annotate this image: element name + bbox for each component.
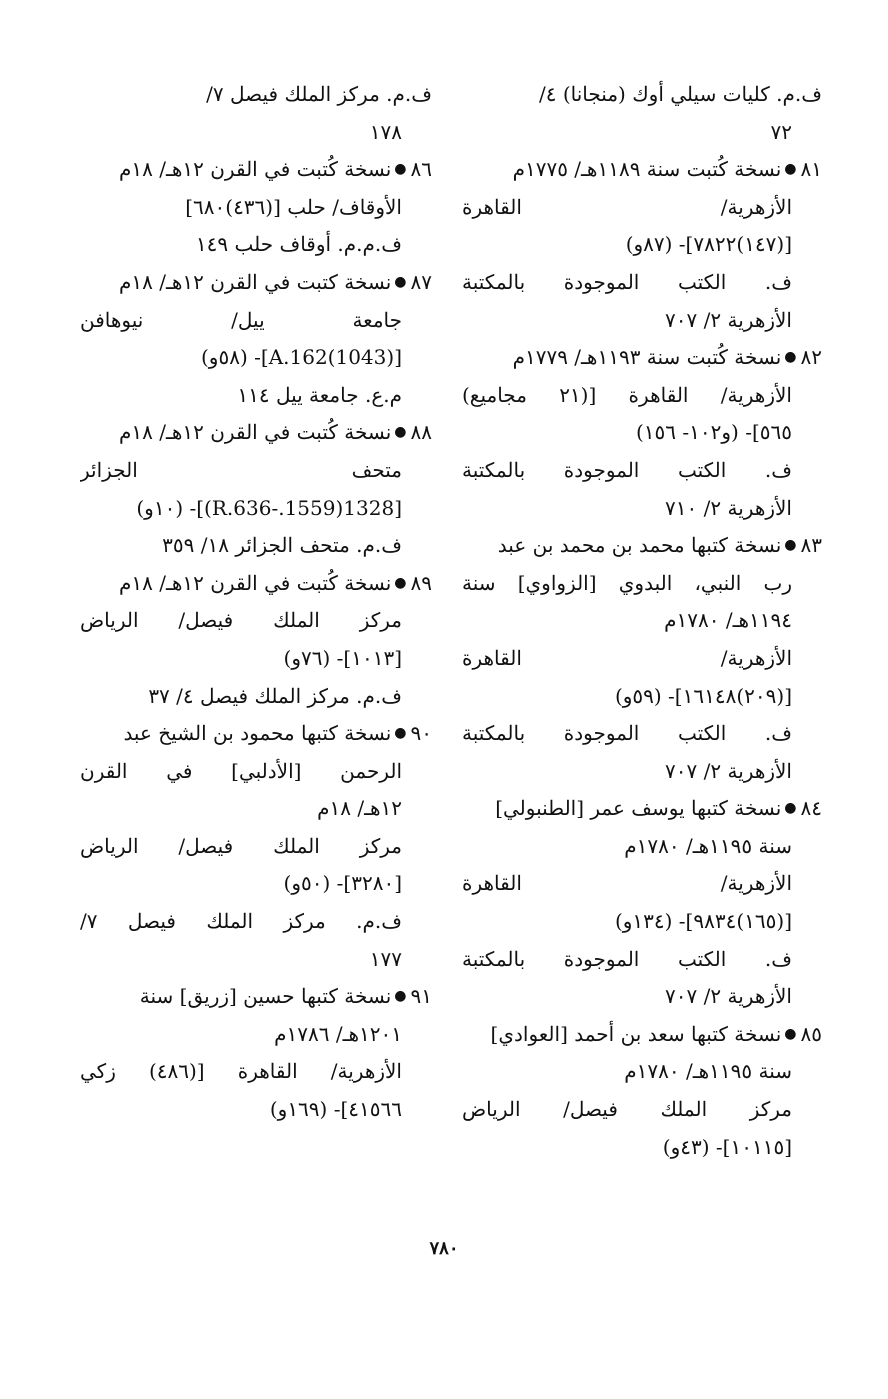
text-line: ١٢هـ/ ١٨م (317, 796, 402, 821)
text-line: ٤١٥٦٦]- (١٦٩و) (269, 1097, 402, 1122)
bullet-icon: ● (394, 161, 407, 178)
text-line: ف.م. مركز الملك فيصل ٧/ (206, 82, 432, 106)
text-line: [1328(1559.-R.636)]- (١٠و) (136, 495, 402, 520)
text-line: رب النبي، البدوي [الزواوي] سنة (462, 570, 792, 595)
text-line: [١٠١٣]- (٧٦و) (283, 645, 402, 670)
entry-81 (462, 151, 822, 339)
text-line: نسخة كتبت في القرن ١٢هـ/ ١٨م (119, 269, 392, 294)
text-line: الرحمن [الأدلبي] في القرن (80, 758, 402, 783)
entry-89 (80, 565, 432, 715)
text-line: نسخة كتبها يوسف عمر [الطنبولي] (495, 796, 782, 821)
bullet-icon: ● (394, 988, 407, 1005)
text-line: مركز الملك فيصل/ الرياض (80, 608, 402, 633)
text-line: ف.م. مركز الملك فيصل ٧/ (80, 909, 402, 934)
bullet-icon: ● (394, 574, 407, 591)
entry-number: ٨٦ (410, 157, 432, 182)
text-line: الأوقاف/ حلب [(٤٣٦)٦٨٠] (185, 194, 402, 219)
bullet-icon: ● (784, 161, 797, 178)
text-line: ف. الكتب الموجودة بالمكتبة (462, 721, 792, 746)
text-line: نسخة كتبها محمود بن الشيخ عبد (123, 721, 392, 746)
text-line: ف.م. متحف الجزائر ١٨/ ٣٥٩ (162, 533, 402, 558)
text-line: الأزهرية/ القاهرة (462, 871, 792, 896)
text-line: نسخة كُتبت في القرن ١٢هـ/ ١٨م (119, 570, 392, 595)
entry-number: ٩٠ (410, 721, 432, 746)
bullet-icon: ● (394, 273, 407, 290)
entry-continuation (80, 76, 432, 151)
entry-number: ٨٤ (800, 796, 822, 821)
text-line: ٧٢ (770, 119, 792, 144)
text-line: مركز الملك فيصل/ الرياض (80, 833, 402, 858)
text-line: جامعة ييل/ نيوهافن (80, 307, 402, 332)
text-line: ١٧٧ (369, 946, 402, 971)
text-line: الأزهرية ٢/ ٧٠٧ (665, 984, 792, 1009)
bullet-icon: ● (784, 800, 797, 817)
text-line: ف. الكتب الموجودة بالمكتبة (462, 269, 792, 294)
text-line: الأزهرية/ القاهرة [(٤٨٦) زكي (80, 1059, 402, 1084)
bullet-icon: ● (784, 537, 797, 554)
text-line: ٥٦٥]- (و١٠٢- ١٥٦) (635, 420, 792, 445)
entry-84 (462, 790, 822, 1016)
text-line: ف.م. مركز الملك فيصل ٤/ ٣٧ (148, 683, 402, 708)
text-line: ف. الكتب الموجودة بالمكتبة (462, 457, 792, 482)
text-line: الأزهرية ٢/ ٧١٠ (665, 495, 792, 520)
right-column (462, 76, 822, 1166)
text-line: ف.م.م. أوقاف حلب ١٤٩ (195, 232, 402, 257)
text-line: [٣٢٨٠]- (٥٠و) (283, 871, 402, 896)
text-line: [(١٤٧)٧٨٢٢]- (٨٧و) (625, 232, 792, 257)
text-line: م.ع. جامعة ييل ١١٤ (237, 382, 402, 407)
text-line: مركز الملك فيصل/ الرياض (462, 1097, 792, 1122)
text-line: [١٠١١٥]- (٤٣و) (662, 1134, 792, 1159)
text-line: متحف الجزائر (80, 457, 402, 482)
text-line: ١٧٨ (369, 119, 402, 144)
entry-90 (80, 715, 432, 978)
entry-number: ٨٩ (410, 570, 432, 595)
entry-number: ٩١ (410, 984, 432, 1009)
text-line: نسخة كُتبت في القرن ١٢هـ/ ١٨م (119, 420, 392, 445)
text-line: سنة ١١٩٥هـ/ ١٧٨٠م (624, 1059, 792, 1084)
entry-number: ٨٥ (800, 1021, 822, 1046)
text-line: [(٢٠٩)١٦١٤٨]- (٥٩و) (614, 683, 792, 708)
entry-91 (80, 978, 432, 1128)
entry-continuation (462, 76, 822, 151)
entry-83 (462, 527, 822, 790)
text-line: الأزهرية/ القاهرة (462, 194, 792, 219)
bullet-icon: ● (784, 349, 797, 366)
text-line: نسخة كُتبت سنة ١١٨٩هـ/ ١٧٧٥م (512, 157, 782, 182)
text-line: [(١٦٥)٩٨٣٤]- (١٣٤و) (614, 909, 792, 934)
text-line: الأزهرية/ القاهرة [(٢١ مجاميع) (462, 382, 792, 407)
entry-number: ٨٧ (410, 269, 432, 294)
entry-85 (462, 1016, 822, 1166)
text-line: سنة ١١٩٥هـ/ ١٧٨٠م (624, 833, 792, 858)
entry-86 (80, 151, 432, 264)
text-line: الأزهرية ٢/ ٧٠٧ (665, 758, 792, 783)
text-line: ١٢٠١هـ/ ١٧٨٦م (274, 1021, 402, 1046)
text-line: الأزهرية/ القاهرة (462, 645, 792, 670)
bullet-icon: ● (394, 725, 407, 742)
text-line: نسخة كتبها حسين [زريق] سنة (139, 984, 392, 1009)
text-line: ف. الكتب الموجودة بالمكتبة (462, 946, 792, 971)
text-line: نسخة كُتبت في القرن ١٢هـ/ ١٨م (119, 157, 392, 182)
entry-number: ٨٢ (800, 345, 822, 370)
text-line: [(1043)A.162]- (٥٨و) (201, 345, 402, 370)
text-line: نسخة كتبها محمد بن محمد بن عبد (497, 533, 782, 558)
entry-number: ٨٣ (800, 533, 822, 558)
text-line: نسخة كُتبت سنة ١١٩٣هـ/ ١٧٧٩م (512, 345, 782, 370)
entry-82 (462, 339, 822, 527)
text-line: الأزهرية ٢/ ٧٠٧ (665, 307, 792, 332)
entry-number: ٨١ (800, 157, 822, 182)
bullet-icon: ● (394, 424, 407, 441)
text-line: ١١٩٤هـ/ ١٧٨٠م (664, 608, 792, 633)
text-line: ف.م. كليات سيلي أوك (منجانا) ٤/ (538, 82, 822, 106)
bullet-icon: ● (784, 1025, 797, 1042)
page-number: ٧٨٠ (429, 1238, 459, 1259)
text-line: نسخة كتبها سعد بن أحمد [العوادي] (490, 1021, 782, 1046)
entry-87 (80, 264, 432, 414)
left-column (80, 76, 432, 1129)
entry-number: ٨٨ (410, 420, 432, 445)
entry-88 (80, 414, 432, 564)
